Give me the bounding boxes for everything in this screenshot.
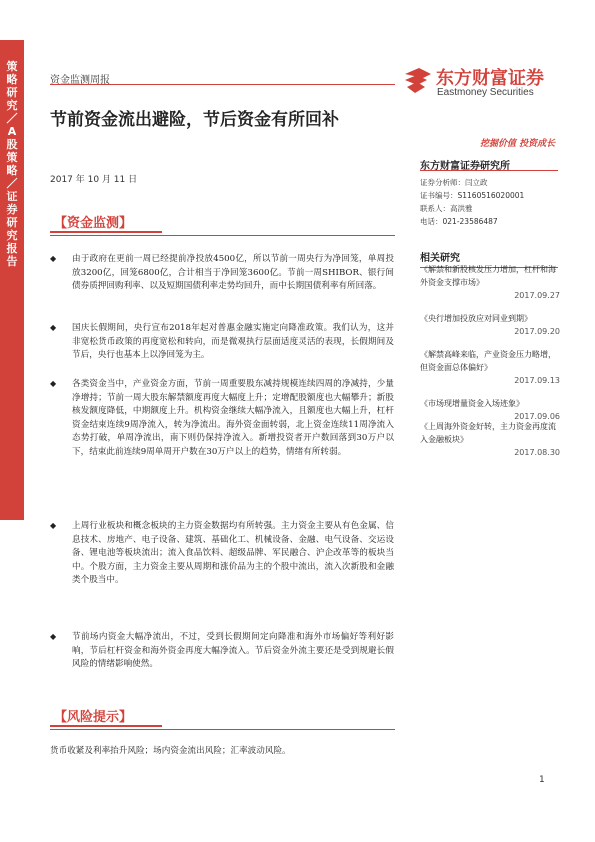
research-institute-title: 东方财富证券研究所 bbox=[420, 161, 510, 172]
bullet-text: 国庆长假期间，央行宣布2018年起对普惠金融实施定向降准政策。我们认为，这并非宽松货币政策的再度宽松和转向，而是微观执行层面适度灵活的表现，长假期间及节后，央行也基本上以净回笼为主。 bbox=[72, 323, 394, 361]
diamond-bullet-icon: ◆ bbox=[50, 521, 57, 530]
report-title: 节前资金流出避险，节后资金有所回补 bbox=[50, 110, 339, 130]
section-risk-title: 【风险提示】 bbox=[54, 710, 133, 725]
related-item[interactable] bbox=[420, 312, 560, 338]
brand-name-cn: 东方财富证券 bbox=[436, 68, 544, 89]
page-number: 1 bbox=[539, 775, 545, 785]
related-item-title[interactable]: 《上周海外资金好转，主力资金再度流入金融板块》 bbox=[420, 422, 556, 444]
bullet-text: 上周行业板块和概念板块的主力资金数据均有所转强。主力资金主要从有色金属、信息技术、房地产、电子设备、建筑、基础化工、机械设备、金融、电气设备、交运设备、锂电池等板块流出；流入食品饮料、超级品牌、军民融合、沪企改革等的板块当中。个股方面，主力资金主要从周期和涨价品为主的个股中流出，流入次新股和金融类个股当中。 bbox=[72, 521, 394, 586]
brand-name-en: Eastmoney Securities bbox=[437, 87, 534, 98]
related-item-title[interactable]: 《解禁和新股核发压力增加，杠杆和海外资金支撑市场》 bbox=[420, 265, 556, 287]
risk-warning-text: 货币收紧及利率抬升风险；场内资金流出风险；汇率波动风险。 bbox=[50, 746, 291, 756]
diamond-bullet-icon: ◆ bbox=[50, 632, 57, 641]
related-item-title[interactable]: 《市场现增量资金入场迹象》 bbox=[420, 399, 524, 408]
diamond-bullet-icon: ◆ bbox=[50, 254, 57, 263]
section-monitor-header bbox=[50, 211, 395, 237]
diamond-bullet-icon: ◆ bbox=[50, 323, 57, 332]
brand-slogan: 挖掘价值 投资成长 bbox=[480, 139, 556, 149]
research-institute-header bbox=[420, 157, 558, 171]
related-item-title[interactable]: 《央行增加投放应对同业到期》 bbox=[420, 314, 532, 323]
sidebar-category-text: 策略研究／A股策略／证券研究报告 bbox=[6, 60, 18, 268]
report-type-label: 资金监测周报 bbox=[50, 75, 110, 86]
header-divider bbox=[50, 84, 395, 85]
contact-person: 联系人：高洪雅 bbox=[420, 204, 473, 213]
related-item-date: 2017.09.13 bbox=[514, 376, 560, 385]
related-item[interactable] bbox=[420, 348, 560, 387]
diamond-bullet-icon: ◆ bbox=[50, 379, 57, 388]
section-divider bbox=[50, 235, 395, 236]
bullet-text: 各类资金当中，产业资金方面，节前一周重要股东减持规模连续四周的净减持，少量净增持；节前一周大股东解禁额度再度大幅度上升；定增配股额度也大幅攀升；新股核发额度降低，中期额度上升。机构资金继续大幅净流入，且额度也大幅上升，杠杆资金结束连续9周净流入，转为净流出。海外资金面转弱，北上资金连续11周净流入态势打破，单周净流出，南下则仍保持净流入。新增投资者开户数回落到30万户以下，结束此前连续9周单周开户数在30万户以上的趋势，情绪有所转弱。 bbox=[72, 379, 394, 457]
analyst-name: 证券分析师：闫立政 bbox=[420, 178, 488, 187]
related-item-date: 2017.09.20 bbox=[514, 327, 560, 336]
left-sidebar bbox=[0, 0, 28, 842]
section-divider bbox=[50, 729, 395, 730]
eastmoney-logo-icon bbox=[403, 66, 433, 96]
report-date: 2017 年 10 月 11 日 bbox=[50, 175, 138, 185]
related-item[interactable] bbox=[420, 263, 560, 302]
bullet-text: 由于政府在更前一周已经提前净投放4500亿，所以节前一周央行为净回笼，单周投放3200亿，回笼6800亿，合计相当于净回笼3600亿。节前一周SHIBOR、银行间债券质押回购利率、以及短期国债利率走势均回升，而中长期国债利率有所回落。 bbox=[72, 254, 394, 292]
related-item-title[interactable]: 《解禁高峰来临，产业资金压力略增，但资金面总体偏好》 bbox=[420, 350, 556, 372]
contact-phone: 电话：021-23586487 bbox=[420, 217, 498, 226]
section-risk-header bbox=[50, 705, 395, 731]
brand-logo bbox=[403, 64, 563, 104]
analyst-license: 证书编号：S1160516020001 bbox=[420, 191, 525, 200]
section-monitor-title: 【资金监测】 bbox=[54, 216, 133, 231]
related-item-date: 2017.09.06 bbox=[514, 412, 560, 421]
related-research-title: 相关研究 bbox=[420, 253, 460, 264]
related-item[interactable] bbox=[420, 420, 560, 459]
bullet-text: 节前场内资金大幅净流出，不过，受到长假期间定向降准和海外市场偏好等利好影响，节后杠杆资金和海外资金再度大幅净流入。节后资金外流主要还是受到规避长假风险的情绪影响使然。 bbox=[72, 632, 394, 670]
related-item-date: 2017.08.30 bbox=[514, 448, 560, 457]
related-item-date: 2017.09.27 bbox=[514, 291, 560, 300]
